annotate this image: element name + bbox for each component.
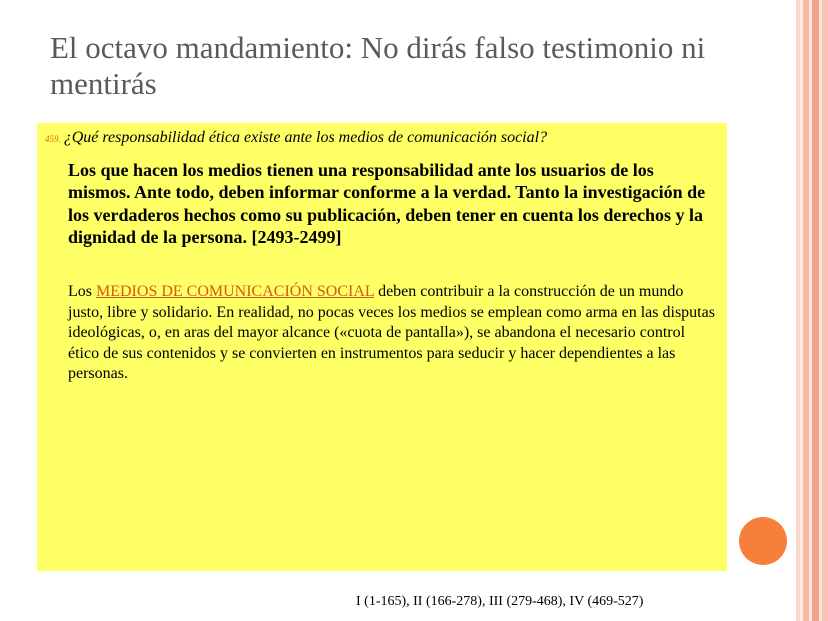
content-box [37, 123, 727, 571]
decorative-stripes [796, 0, 828, 621]
accent-circle [739, 517, 787, 565]
body-rest: deben contribuir a la construcción de un mundo justo, libre y solidario. En realidad, no pocas veces los medios se emplean como arma en las disputas ideológicas, o, en aras del mayor alcance («cuota de pantalla»), se abandona el necesario control ético de sus contenidos y se convierten en instrumentos para seducir y hacer dependientes a las personas. [68, 283, 715, 383]
question-text: ¿Qué responsabilidad ética existe ante los medios de comunicación social? [63, 129, 548, 146]
slide-title: El octavo mandamiento: No dirás falso testimonio ni mentirás [50, 30, 706, 101]
medios-link[interactable]: MEDIOS DE COMUNICACIÓN SOCIAL [96, 283, 375, 300]
answer-text: Los que hacen los medios tienen una responsabilidad ante los usuarios de los mismos. Ante todo, deben informar conforme a la verdad. Tanto la investigación de los verdaderos hechos como su publicación, deben tener en cuenta los derechos y la dignidad de la persona. [2493-2499] [68, 160, 706, 248]
body-prefix: Los [68, 283, 96, 300]
question-number: 459. [45, 134, 61, 144]
question [45, 128, 721, 149]
footer-text: I (1-165), II (166-278), III (279-468), IV (469-527) [356, 594, 644, 609]
body-paragraph [68, 282, 716, 385]
